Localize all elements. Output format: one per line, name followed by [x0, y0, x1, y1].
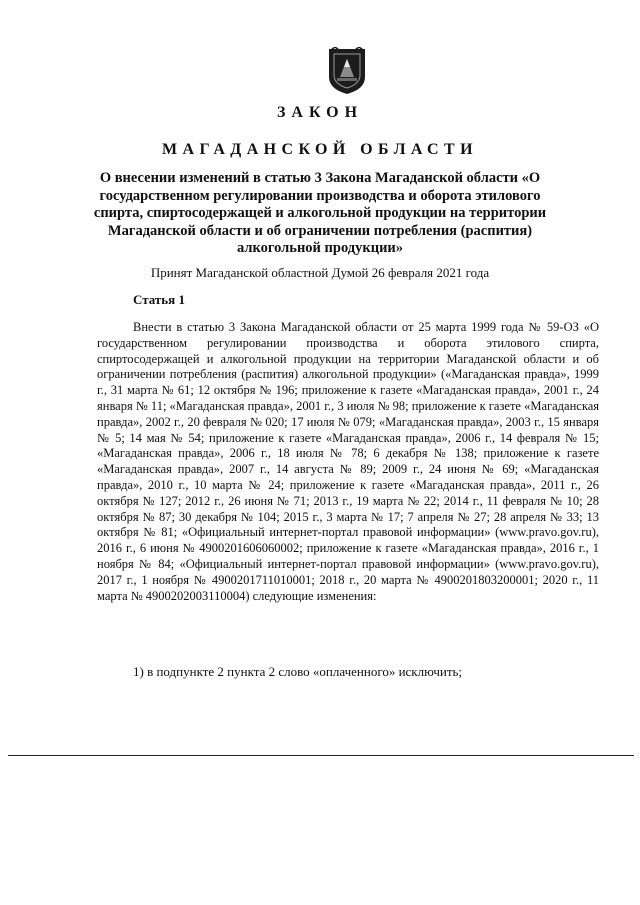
article-body: Внести в статью 3 Закона Магаданской области от 25 марта 1999 года № 59-ОЗ «О государственном регулировании производства и оборота этилового спирта, спиртосодержащей и алкогольной продукции на территории Магаданской области и об ограничении потребления (распития) алкогольной продукции» («Магаданская правда», 1999 г., 31 марта № 61; 12 октября № 196; приложение к газете «Магаданская правда», 2001 г., 24 января № 11; «Магаданская правда», 2001 г., 3 июля № 98; приложение к газете «Магаданская правда», 2002 г., 20 февраля № 020; 17 июля № 079; «Магаданская правда», 2003 г., 15 января № 5; 14 мая № 54; приложение к газете «Магаданская правда», 2006 г., 14 февраля № 15; «Магаданская правда», 2006 г., 18 июля № 78; 6 декабря № 138; приложение к газете «Магаданская правда», 2007 г., 14 августа № 89; 2009 г., 24 июня № 69; «Магаданская правда», 2010 г., 10 марта № 24; приложение к газете «Магаданская правда», 2011 г., 26 октября № 127; 2012 г., 26 июня № 71; 2013 г., 19 марта № 22; 2014 г., 11 февраля № 10; 28 октября № 87; 30 декабря № 104; 2015 г., 3 марта № 17; 7 апреля № 27; 28 апреля № 33; 13 октября № 81; «Официальный интернет-портал правовой информации» (www.pravo.gov.ru), 2016 г., 6 июня № 4900201606060002; приложение к газете «Магаданская правда», 2016 г., 1 ноября № 84; «Официальный интернет-портал правовой информации» (www.pravo.gov.ru), 2017 г., 1 ноября № 4900201711010001; 2018 г., 20 марта № 4900201803200001; 2020 г., 11 марта № 4900202003110004) следующие изменения: [97, 320, 599, 603]
page-divider [8, 755, 634, 756]
coat-of-arms-icon [326, 47, 368, 95]
article-heading: Статья 1 [133, 292, 185, 307]
adoption-line: Принят Магаданской областной Думой 26 февраля 2021 года [150, 265, 490, 280]
law-subject: О внесении изменений в статью 3 Закона Магаданской области «О государственном регулировании производства и оборота этилового спирта, спиртосодержащей и алкогольной продукции на территории Магаданской области и об ограничении потребления (распития) алкогольной продукции» [93, 170, 547, 257]
region-title: МАГАДАНСКОЙ ОБЛАСТИ [162, 141, 478, 158]
amendment-item-1: 1) в подпункте 2 пункта 2 слово «оплаченного» исключить; [133, 664, 463, 679]
law-title: ЗАКОН [276, 104, 364, 121]
